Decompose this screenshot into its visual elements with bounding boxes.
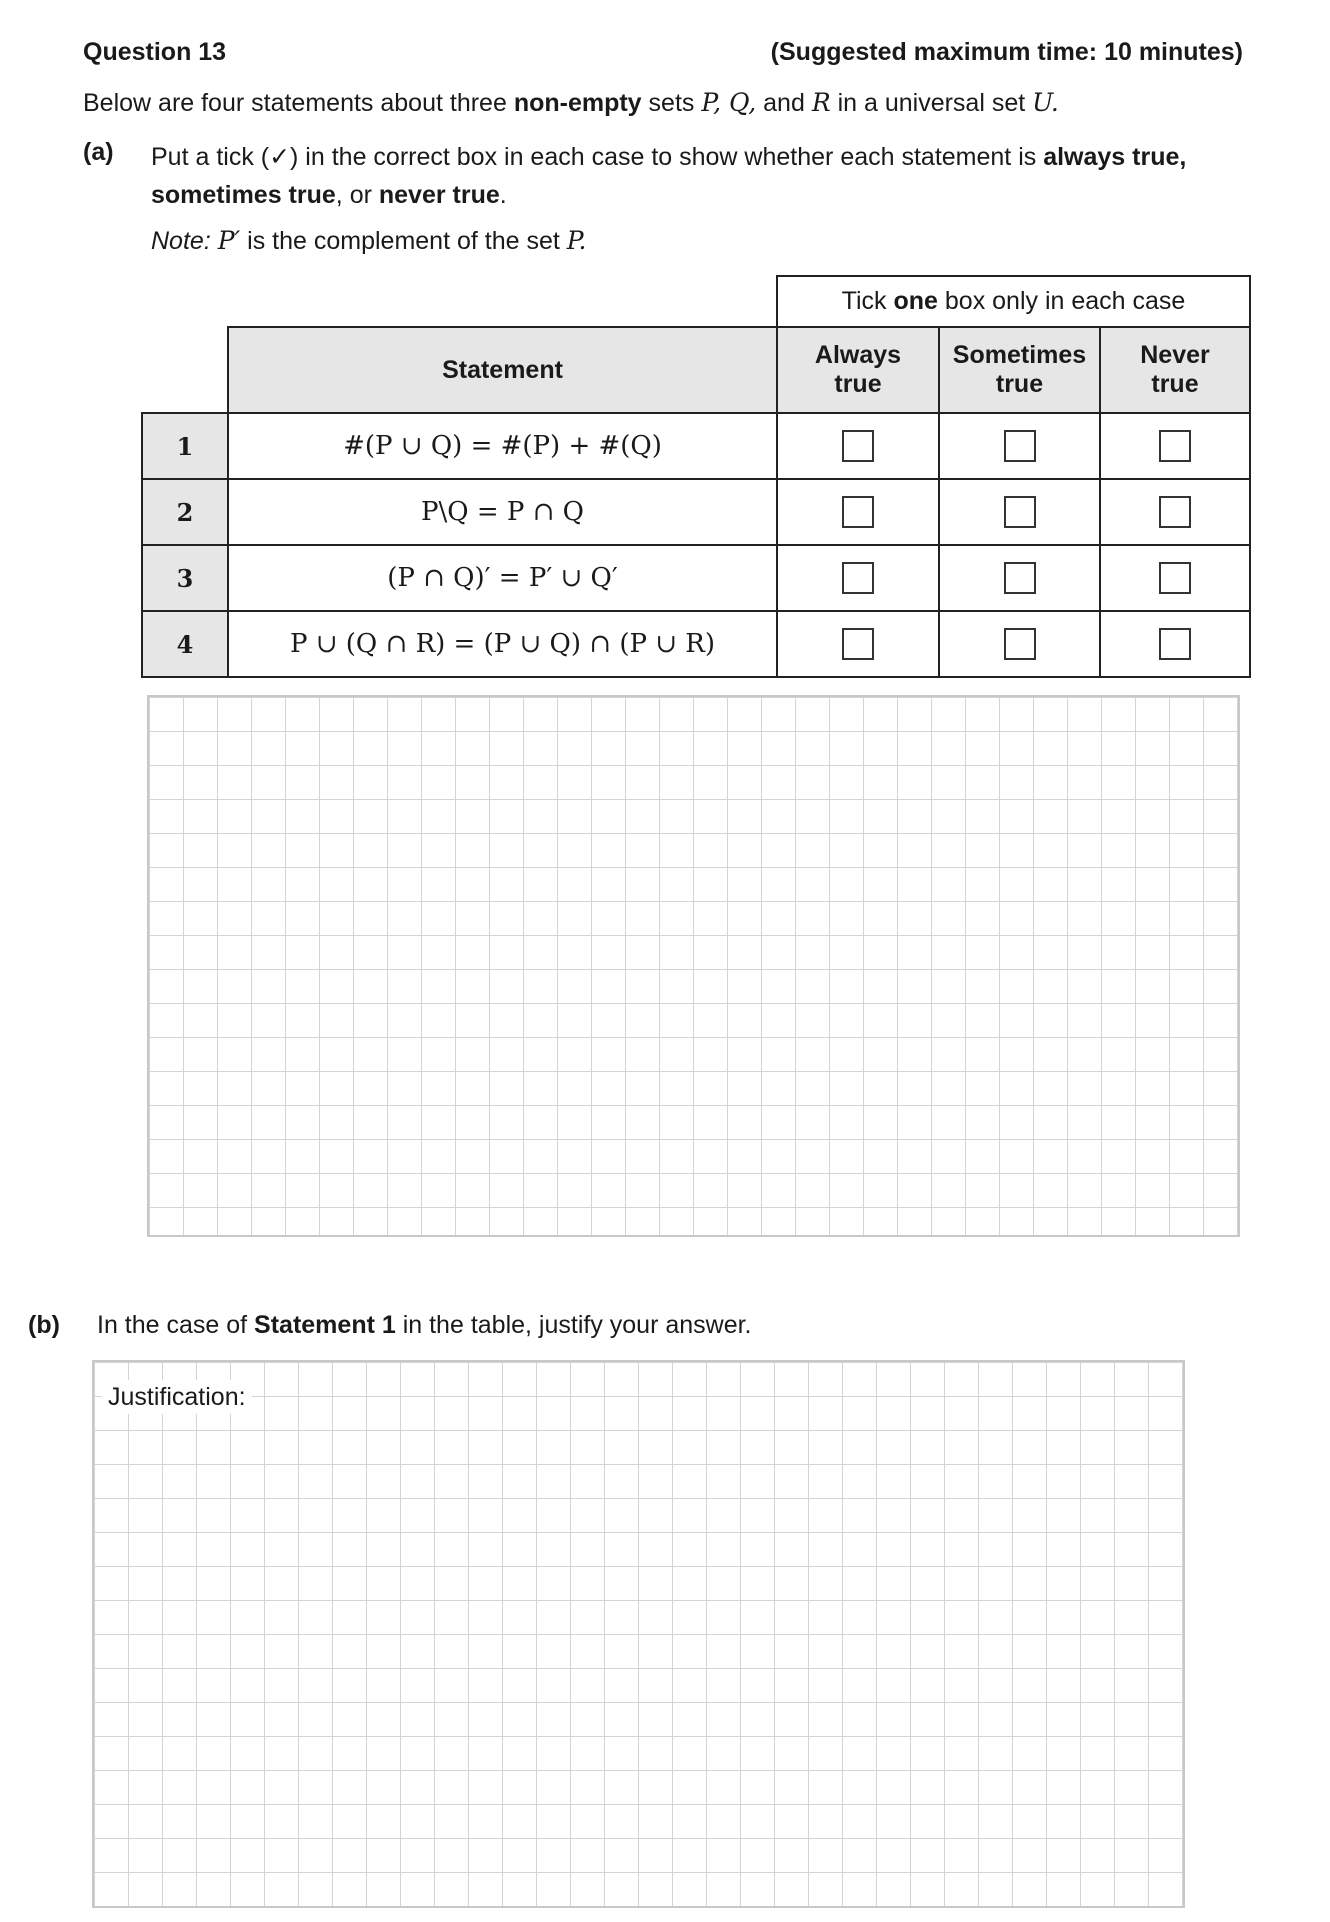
working-grid-a[interactable] xyxy=(147,695,1240,1237)
sometimes-true-checkbox[interactable] xyxy=(1004,496,1036,528)
part-b-instructions: In the case of Statement 1 in the table, justify your answer. xyxy=(97,1311,752,1339)
never-true-checkbox[interactable] xyxy=(1159,628,1191,660)
tick-instruction-header: Tick one box only in each case xyxy=(777,276,1250,327)
never-true-checkbox[interactable] xyxy=(1159,562,1191,594)
part-a-label: (a) xyxy=(83,138,114,166)
statement-number: 2 xyxy=(142,479,228,545)
justification-label: Justification: xyxy=(102,1380,252,1414)
always-true-checkbox[interactable] xyxy=(842,430,874,462)
always-true-checkbox[interactable] xyxy=(842,628,874,660)
always-true-header: Always true xyxy=(777,327,939,413)
justification-grid[interactable] xyxy=(92,1360,1185,1908)
part-a-instructions: Put a tick (✓) in the correct box in each case to show whether each statement is always true, sometimes true, or never true. xyxy=(151,143,1187,209)
intro-text: Below are four statements about three non-empty sets P, Q, and R in a universal set U. xyxy=(83,88,1059,117)
question-title: Question 13 xyxy=(83,38,227,66)
statement-row-4 xyxy=(142,611,1250,677)
statement-number: 1 xyxy=(142,413,228,479)
statement-row-2 xyxy=(142,479,1250,545)
statement-expression: (P ∩ Q)′ = P′ ∪ Q′ xyxy=(228,545,777,611)
never-true-header: Never true xyxy=(1100,327,1250,413)
always-true-checkbox[interactable] xyxy=(842,562,874,594)
sometimes-true-checkbox[interactable] xyxy=(1004,628,1036,660)
complement-note: Note: P′ is the complement of the set P. xyxy=(151,226,587,255)
statement-expression: P\Q = P ∩ Q xyxy=(228,479,777,545)
statement-expression: #(P ∪ Q) = #(P) + #(Q) xyxy=(228,413,777,479)
sometimes-true-checkbox[interactable] xyxy=(1004,430,1036,462)
sometimes-true-checkbox[interactable] xyxy=(1004,562,1036,594)
statement-row-1 xyxy=(142,413,1250,479)
statement-number: 4 xyxy=(142,611,228,677)
suggested-time: (Suggested maximum time: 10 minutes) xyxy=(770,38,1243,66)
statement-header: Statement xyxy=(228,327,777,413)
never-true-checkbox[interactable] xyxy=(1159,430,1191,462)
statements-table xyxy=(141,275,1251,678)
sometimes-true-header: Sometimes true xyxy=(939,327,1100,413)
statement-number: 3 xyxy=(142,545,228,611)
always-true-checkbox[interactable] xyxy=(842,496,874,528)
statement-expression: P ∪ (Q ∩ R) = (P ∪ Q) ∩ (P ∪ R) xyxy=(228,611,777,677)
never-true-checkbox[interactable] xyxy=(1159,496,1191,528)
part-b-label: (b) xyxy=(28,1311,60,1339)
statement-row-3 xyxy=(142,545,1250,611)
